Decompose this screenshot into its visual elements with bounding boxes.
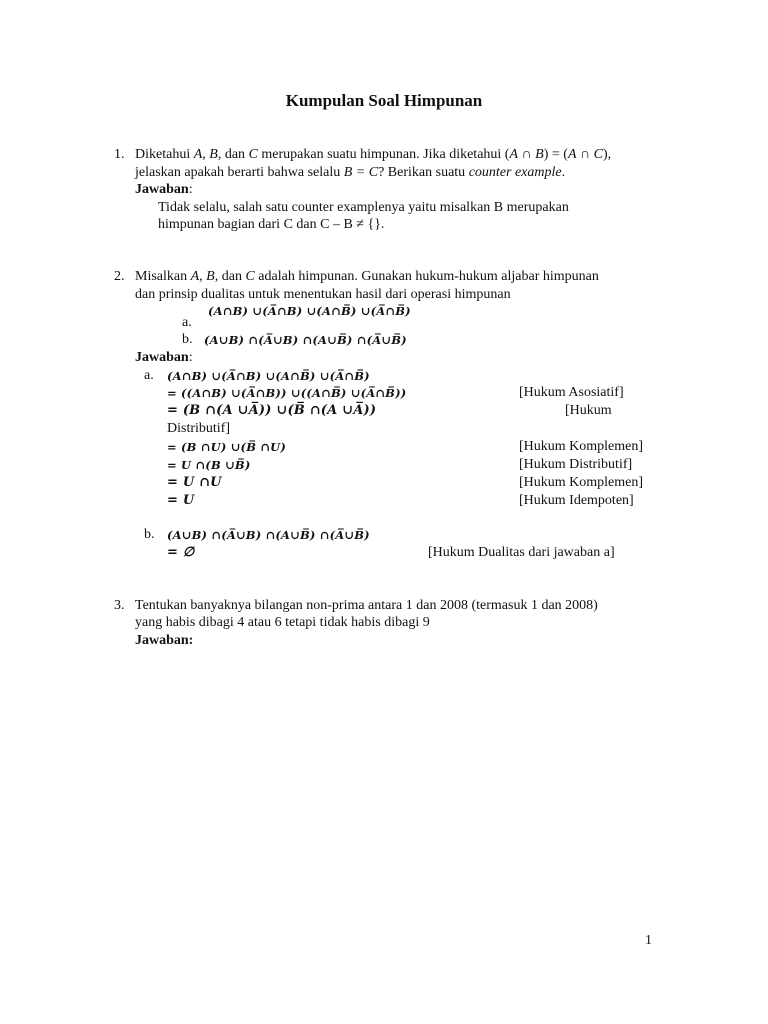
q2-line1: Misalkan A, B, dan C adalah himpunan. Gunakan hukum-hukum aljabar himpunan <box>135 269 599 284</box>
q2-jawaban-label: Jawaban: <box>135 350 193 365</box>
q2-answer-b-law: [Hukum Dualitas dari jawaban a] <box>428 545 615 560</box>
q2-answer-a-law-6: [Hukum Komplemen] <box>519 475 644 490</box>
q2-answer-b-expression: (A∪B) ∩(A̅∪B) ∩(A∪B̅) ∩(A̅∪B̅) <box>167 528 370 542</box>
q3-line2: yang habis dibagi 4 atau 6 tetapi tidak habis dibagi 9 <box>135 615 430 630</box>
q2-answer-a-law-2-cont: Distributif] <box>167 421 230 436</box>
q2-answer-a-step-1: = ((A∩B) ∪(A̅∩B)) ∪((A∩B̅) ∪(A̅∩B̅)) <box>167 386 407 400</box>
q2-answer-a-step-0: (A∩B) ∪(A̅∩B) ∪(A∩B̅) ∪(A̅∩B̅) <box>167 369 370 383</box>
q2-number: 2. <box>114 269 125 284</box>
q2-answer-a-law-1: [Hukum Asosiatif] <box>519 385 624 400</box>
q2-answer-a-law-5: [Hukum Distributif] <box>519 457 633 472</box>
page-number: 1 <box>645 933 652 948</box>
q2-answer-a-step-6: = U ∩U <box>167 475 222 490</box>
q2-label-a: a. <box>182 315 192 330</box>
q1-line2: jelaskan apakah berarti bahwa selalu B = C? Berikan suatu counter example. <box>135 165 566 180</box>
q2-answer-a-label: a. <box>144 368 154 383</box>
q3-number: 3. <box>114 598 125 613</box>
q2-answer-a-law-2: [Hukum <box>565 403 612 418</box>
q2-answer-a-step-5: = U ∩(B ∪B̅) <box>167 458 251 472</box>
q2-label-b: b. <box>182 332 193 347</box>
q2-expression-b: (A∪B) ∩(A̅∪B) ∩(A∪B̅) ∩(A̅∪B̅) <box>204 333 407 347</box>
q1-answer-line1: Tidak selalu, salah satu counter examplenya yaitu misalkan B merupakan <box>158 200 569 215</box>
q2-answer-b-label: b. <box>144 527 155 542</box>
q1-number: 1. <box>114 147 125 162</box>
q2-answer-a-law-7: [Hukum Idempoten] <box>519 493 634 508</box>
q3-line1: Tentukan banyaknya bilangan non-prima antara 1 dan 2008 (termasuk 1 dan 2008) <box>135 598 598 613</box>
q1-jawaban-label: Jawaban: <box>135 182 193 197</box>
q2-answer-a-step-4: = (B ∩U) ∪(B̅ ∩U) <box>167 440 287 454</box>
q3-jawaban-label: Jawaban: <box>135 633 194 648</box>
q2-line2: dan prinsip dualitas untuk menentukan hasil dari operasi himpunan <box>135 287 511 302</box>
page-title: Kumpulan Soal Himpunan <box>285 91 483 110</box>
q2-expression-a: (A∩B) ∪(A̅∩B) ∪(A∩B̅) ∪(A̅∩B̅) <box>208 304 411 318</box>
q2-answer-a-law-4: [Hukum Komplemen] <box>519 439 644 454</box>
q2-answer-a-step-2: = (B ∩(A ∪A̅)) ∪(B̅ ∩(A ∪A̅)) <box>167 403 377 418</box>
q2-answer-b-result: = ∅ <box>167 545 195 560</box>
q1-answer-line2: himpunan bagian dari C dan C – B ≠ {}. <box>158 217 385 232</box>
q1-line1: Diketahui A, B, dan C merupakan suatu himpunan. Jika diketahui (A ∩ B) = (A ∩ C), <box>135 147 612 162</box>
q2-answer-a-step-7: = U <box>167 493 195 508</box>
